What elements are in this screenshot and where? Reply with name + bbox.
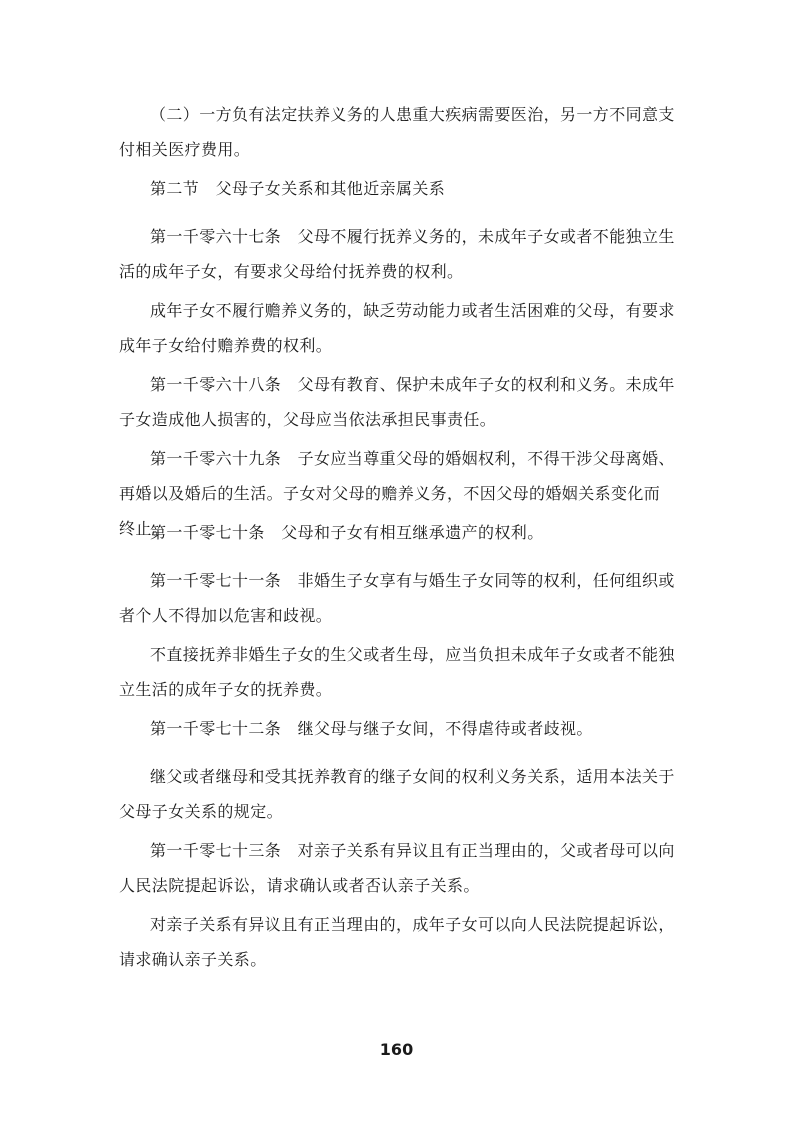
article-1069: 第一千零六十九条 子女应当尊重父母的婚姻权利，不得干涉父母离婚、再婚以及婚后的生活。子女对父母的赡养义务，不因父母的婚姻关系变化而终止。 bbox=[119, 449, 675, 538]
section-heading: 第二节 父母子女关系和其他近亲属关系 bbox=[150, 179, 446, 198]
article-1071: 第一千零七十一条 非婚生子女享有与婚生子女同等的权利，任何组织或者个人不得加以危害和歧视。 bbox=[119, 571, 675, 625]
article-1073-paragraph-2: 对亲子关系有异议且有正当理由的，成年子女可以向人民法院提起诉讼，请求确认亲子关系。 bbox=[119, 915, 675, 969]
article-1068: 第一千零六十八条 父母有教育、保护未成年子女的权利和义务。未成年子女造成他人损害的，父母应当依法承担民事责任。 bbox=[119, 375, 675, 429]
article-1070: 第一千零七十条 父母和子女有相互继承遗产的权利。 bbox=[150, 523, 544, 542]
page-number: 160 bbox=[379, 1040, 414, 1059]
article-1067-paragraph-2: 成年子女不履行赡养义务的，缺乏劳动能力或者生活困难的父母，有要求成年子女给付赡养费的权利。 bbox=[119, 301, 675, 355]
article-1067: 第一千零六十七条 父母不履行抚养义务的，未成年子女或者不能独立生活的成年子女，有要求父母给付抚养费的权利。 bbox=[119, 227, 675, 281]
article-1072: 第一千零七十二条 继父母与继子女间，不得虐待或者歧视。 bbox=[150, 719, 593, 738]
paragraph-medical-expense-clause: （二）一方负有法定扶养义务的人患重大疾病需要医治，另一方不同意支付相关医疗费用。 bbox=[119, 105, 675, 159]
article-1073: 第一千零七十三条 对亲子关系有异议且有正当理由的，父或者母可以向人民法院提起诉讼，请求确认或者否认亲子关系。 bbox=[119, 841, 675, 895]
article-1071-paragraph-2: 不直接抚养非婚生子女的生父或者生母，应当负担未成年子女或者不能独立生活的成年子女的抚养费。 bbox=[119, 645, 675, 699]
article-1072-paragraph-2: 继父或者继母和受其抚养教育的继子女间的权利义务关系，适用本法关于父母子女关系的规定。 bbox=[119, 767, 675, 821]
